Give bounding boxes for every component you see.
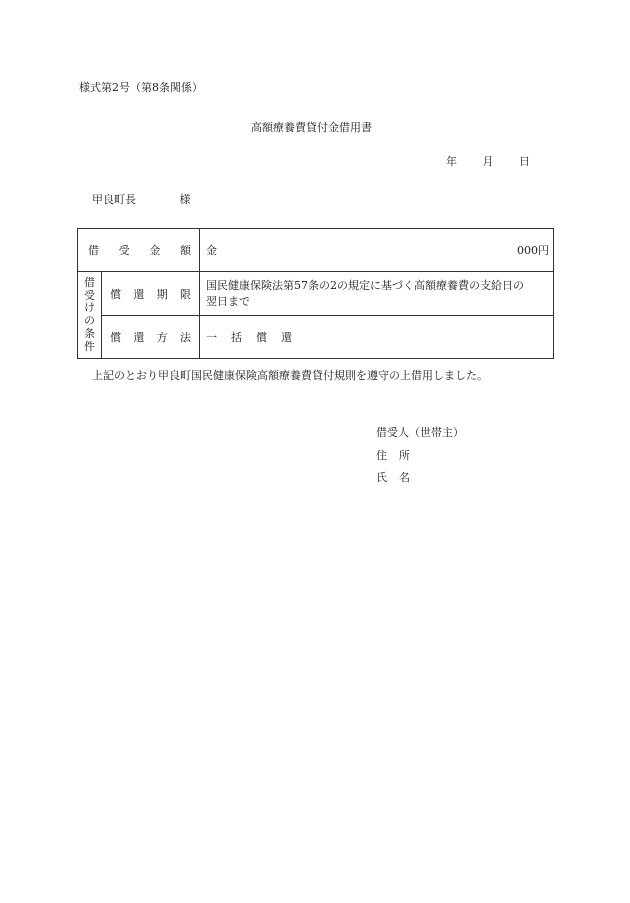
amount-value-cell — [200, 229, 554, 272]
borrower-heading: 借受人（世帯主） — [376, 426, 464, 439]
repay-deadline-text-line2: 翌日まで — [206, 294, 250, 308]
addressee-honorific: 様 — [179, 193, 191, 206]
repay-deadline-text-line1: 国民健康保険法第57条の2の規定に基づく高額療養費の支給日の — [206, 278, 524, 292]
repay-method-label-cell — [102, 316, 200, 359]
repay-deadline-text-cell — [200, 272, 554, 316]
repay-deadline-row — [78, 272, 554, 316]
statement: 上記のとおり甲良町国民健康保険高額療養費貸付規則を遵守の上借用しました。 — [92, 369, 488, 382]
date-month-label: 月 — [482, 155, 494, 168]
date-line — [446, 156, 530, 167]
form-number: 様式第2号（第8条関係） — [79, 81, 203, 94]
repay-deadline-label: 償 還 期 限 — [110, 287, 191, 301]
loan-conditions-table — [77, 228, 554, 359]
date-year-label: 年 — [446, 155, 457, 168]
repay-method-label: 償 還 方 法 — [110, 331, 191, 344]
repay-method-row — [78, 316, 554, 359]
conditions-label-cell — [78, 272, 102, 359]
repay-method-value: 一括償還 — [206, 331, 306, 344]
amount-label-cell — [78, 229, 200, 272]
amount-row — [78, 229, 554, 272]
amount-prefix: 金 — [206, 244, 217, 257]
date-day-label: 日 — [519, 155, 530, 168]
amount-value: 000円 — [517, 244, 549, 257]
borrower-address-label: 住所 — [376, 449, 422, 462]
conditions-label: 借 受 け の 条 件 — [84, 275, 95, 353]
amount-label: 借 受 金 額 — [88, 244, 191, 257]
repay-deadline-label-cell — [102, 272, 200, 316]
addressee — [92, 194, 191, 205]
addressee-name: 甲良町長 — [92, 193, 136, 206]
borrower-name-label: 氏名 — [376, 471, 422, 484]
document-title: 高額療養費貸付金借用書 — [251, 121, 372, 134]
repay-method-value-cell — [200, 316, 554, 359]
